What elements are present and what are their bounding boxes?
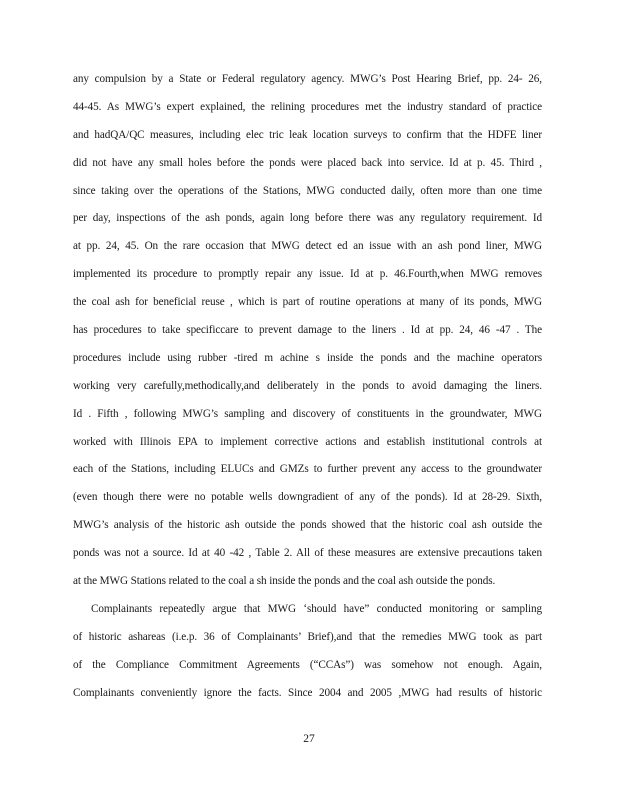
text-line: (even though there were no potable wells downgradient of any of the ponds). Id at 28-29. Sixth, [73,491,542,504]
text-line: each of the Stations, including ELUCs and GMZs to further prevent any access to the groundwater [73,463,542,476]
text-line: any compulsion by a State or Federal regulatory agency. MWG’s Post Hearing Brief, pp. 24- 26, [73,73,542,85]
text-line: implemented its procedure to promptly repair any issue. Id at p. 46.Fourth,when MWG removes [73,268,542,281]
text-line: 44-45. As MWG’s expert explained, the relining procedures met the industry standard of practice [73,100,542,113]
text-line: Complainants conveniently ignore the facts. Since 2004 and 2005 ,MWG had results of historic [73,686,542,699]
paragraph-first-line: Complainants repeatedly argue that MWG ‘should have” conducted monitoring or sampling [91,602,542,615]
text-line: per day, inspections of the ash ponds, again long before there was any regulatory requirement. Id [73,212,542,225]
text-line: since taking over the operations of the Stations, MWG conducted daily, often more than one time [73,184,542,197]
text-line: has procedures to take specificcare to prevent damage to the liners . Id at pp. 24, 46 -47 . The [73,324,542,337]
text-line: ponds was not a source. Id at 40 -42 , Table 2. All of these measures are extensive precautions taken [73,547,542,560]
text-line: did not have any small holes before the ponds were placed back into service. Id at p. 45. Third , [73,156,542,169]
text-line: procedures include using rubber -tired m achine s inside the ponds and the machine operators [73,351,542,364]
text-line: and hadQA/QC measures, including elec tric leak location surveys to confirm that the HDFE liner [73,128,542,141]
text-line: working very carefully,methodically,and deliberately in the ponds to avoid damaging the liners. [73,379,542,392]
text-line: worked with Illinois EPA to implement corrective actions and establish institutional controls at [73,435,542,448]
text-line: at the MWG Stations related to the coal a sh inside the ponds and the coal ash outside the ponds. [73,575,496,588]
text-line: of historic ashareas (i.e.p. 36 of Complainants’ Brief),and that the remedies MWG took as part [73,630,542,643]
page-number: 27 [303,733,315,745]
text-line: Id . Fifth , following MWG’s sampling and discovery of constituents in the groundwater, MWG [73,407,542,420]
text-line: at pp. 24, 45. On the rare occasion that MWG detect ed an issue with an ash pond liner, MWG [73,240,542,253]
text-line: MWG’s analysis of the historic ash outside the ponds showed that the historic coal ash outside the [73,519,542,532]
body-text [73,70,542,711]
text-line: the coal ash for beneficial reuse , which is part of routine operations at many of its ponds, MWG [73,296,542,309]
text-line: of the Compliance Commitment Agreements (“CCAs”) was somehow not enough. Again, [73,658,542,671]
